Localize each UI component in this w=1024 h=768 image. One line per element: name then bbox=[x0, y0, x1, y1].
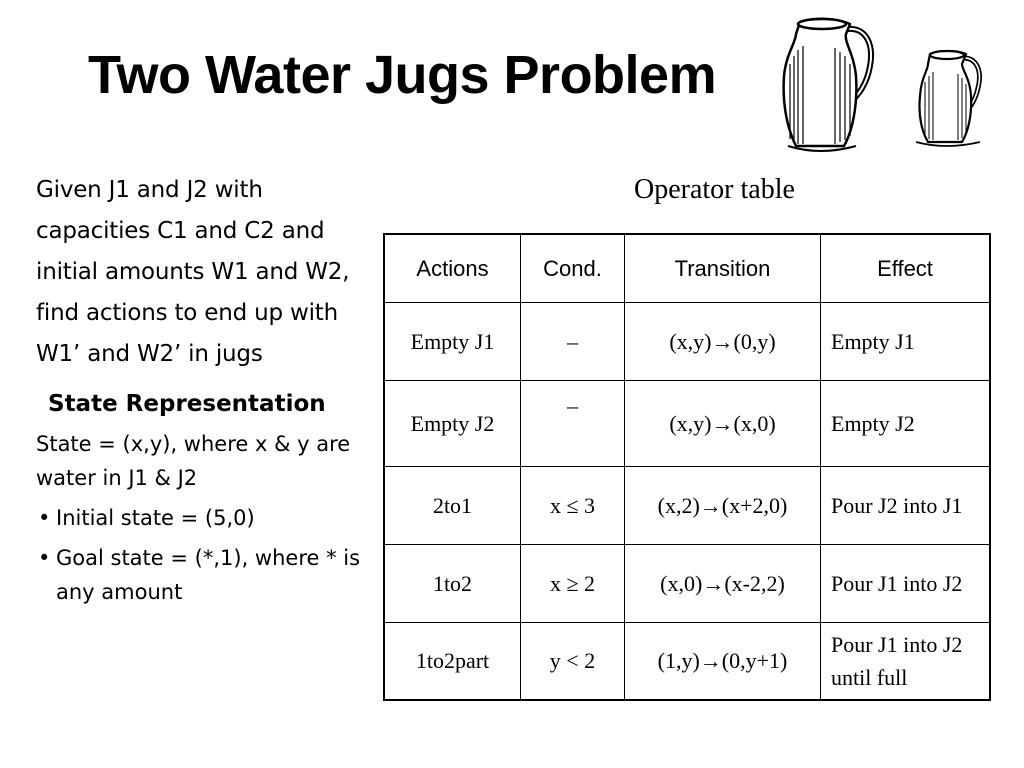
header-cond: Cond. bbox=[521, 234, 625, 302]
cell-effect: Empty J1 bbox=[821, 302, 991, 380]
cell-effect: Empty J2 bbox=[821, 380, 991, 466]
large-jug-icon bbox=[784, 19, 871, 151]
small-jug-icon bbox=[916, 51, 980, 146]
cell-transition: (x,y)→(x,0) bbox=[625, 380, 821, 466]
table-header-row bbox=[384, 234, 990, 302]
cell-transition: (x,y)→(0,y) bbox=[625, 302, 821, 380]
cell-action: Empty J1 bbox=[384, 302, 521, 380]
cell-effect: Pour J1 into J2 bbox=[821, 544, 991, 622]
header-effect: Effect bbox=[821, 234, 991, 302]
cell-transition: (x,0)→(x-2,2) bbox=[625, 544, 821, 622]
header-actions: Actions bbox=[384, 234, 521, 302]
cell-action: 2to1 bbox=[384, 466, 521, 544]
table-row bbox=[384, 544, 990, 622]
cell-cond: – bbox=[521, 380, 625, 466]
cell-action: 1to2 bbox=[384, 544, 521, 622]
operator-table-caption: Operator table bbox=[634, 174, 795, 205]
table-row bbox=[384, 466, 990, 544]
cell-cond: – bbox=[521, 302, 625, 380]
header-transition: Transition bbox=[625, 234, 821, 302]
cell-cond: x ≥ 2 bbox=[521, 544, 625, 622]
bullet-initial-state bbox=[36, 501, 366, 535]
cell-cond: x ≤ 3 bbox=[521, 466, 625, 544]
state-definition: State = (x,y), where x & y are water in J1 & J2 bbox=[36, 432, 351, 490]
slide-title: Two Water Jugs Problem bbox=[88, 45, 717, 105]
table-row bbox=[384, 380, 990, 466]
cell-transition: (1,y)→(0,y+1) bbox=[625, 622, 821, 700]
problem-statement: Given J1 and J2 with capacities C1 and C2 and initial amounts W1 and W2, find actions to end up with W1’ and W2’ in jugs bbox=[36, 177, 350, 367]
cell-action: Empty J2 bbox=[384, 380, 521, 466]
left-column bbox=[36, 170, 366, 609]
cell-effect: Pour J1 into J2 until full bbox=[821, 622, 991, 700]
bullet-dot: • bbox=[38, 546, 51, 570]
bullet-text: Goal state = (*,1), where * is any amount bbox=[56, 546, 361, 604]
table-row bbox=[384, 622, 990, 700]
bullet-goal-state bbox=[36, 541, 366, 609]
state-representation-heading: State Representation bbox=[48, 391, 326, 417]
cell-cond: y < 2 bbox=[521, 622, 625, 700]
cell-transition: (x,2)→(x+2,0) bbox=[625, 466, 821, 544]
bullet-text: Initial state = (5,0) bbox=[56, 506, 255, 530]
operator-table bbox=[383, 233, 991, 701]
cell-effect: Pour J2 into J1 bbox=[821, 466, 991, 544]
bullet-dot: • bbox=[38, 506, 51, 530]
water-jugs-illustration bbox=[770, 14, 1000, 156]
cell-action: 1to2part bbox=[384, 622, 521, 700]
table-row bbox=[384, 302, 990, 380]
